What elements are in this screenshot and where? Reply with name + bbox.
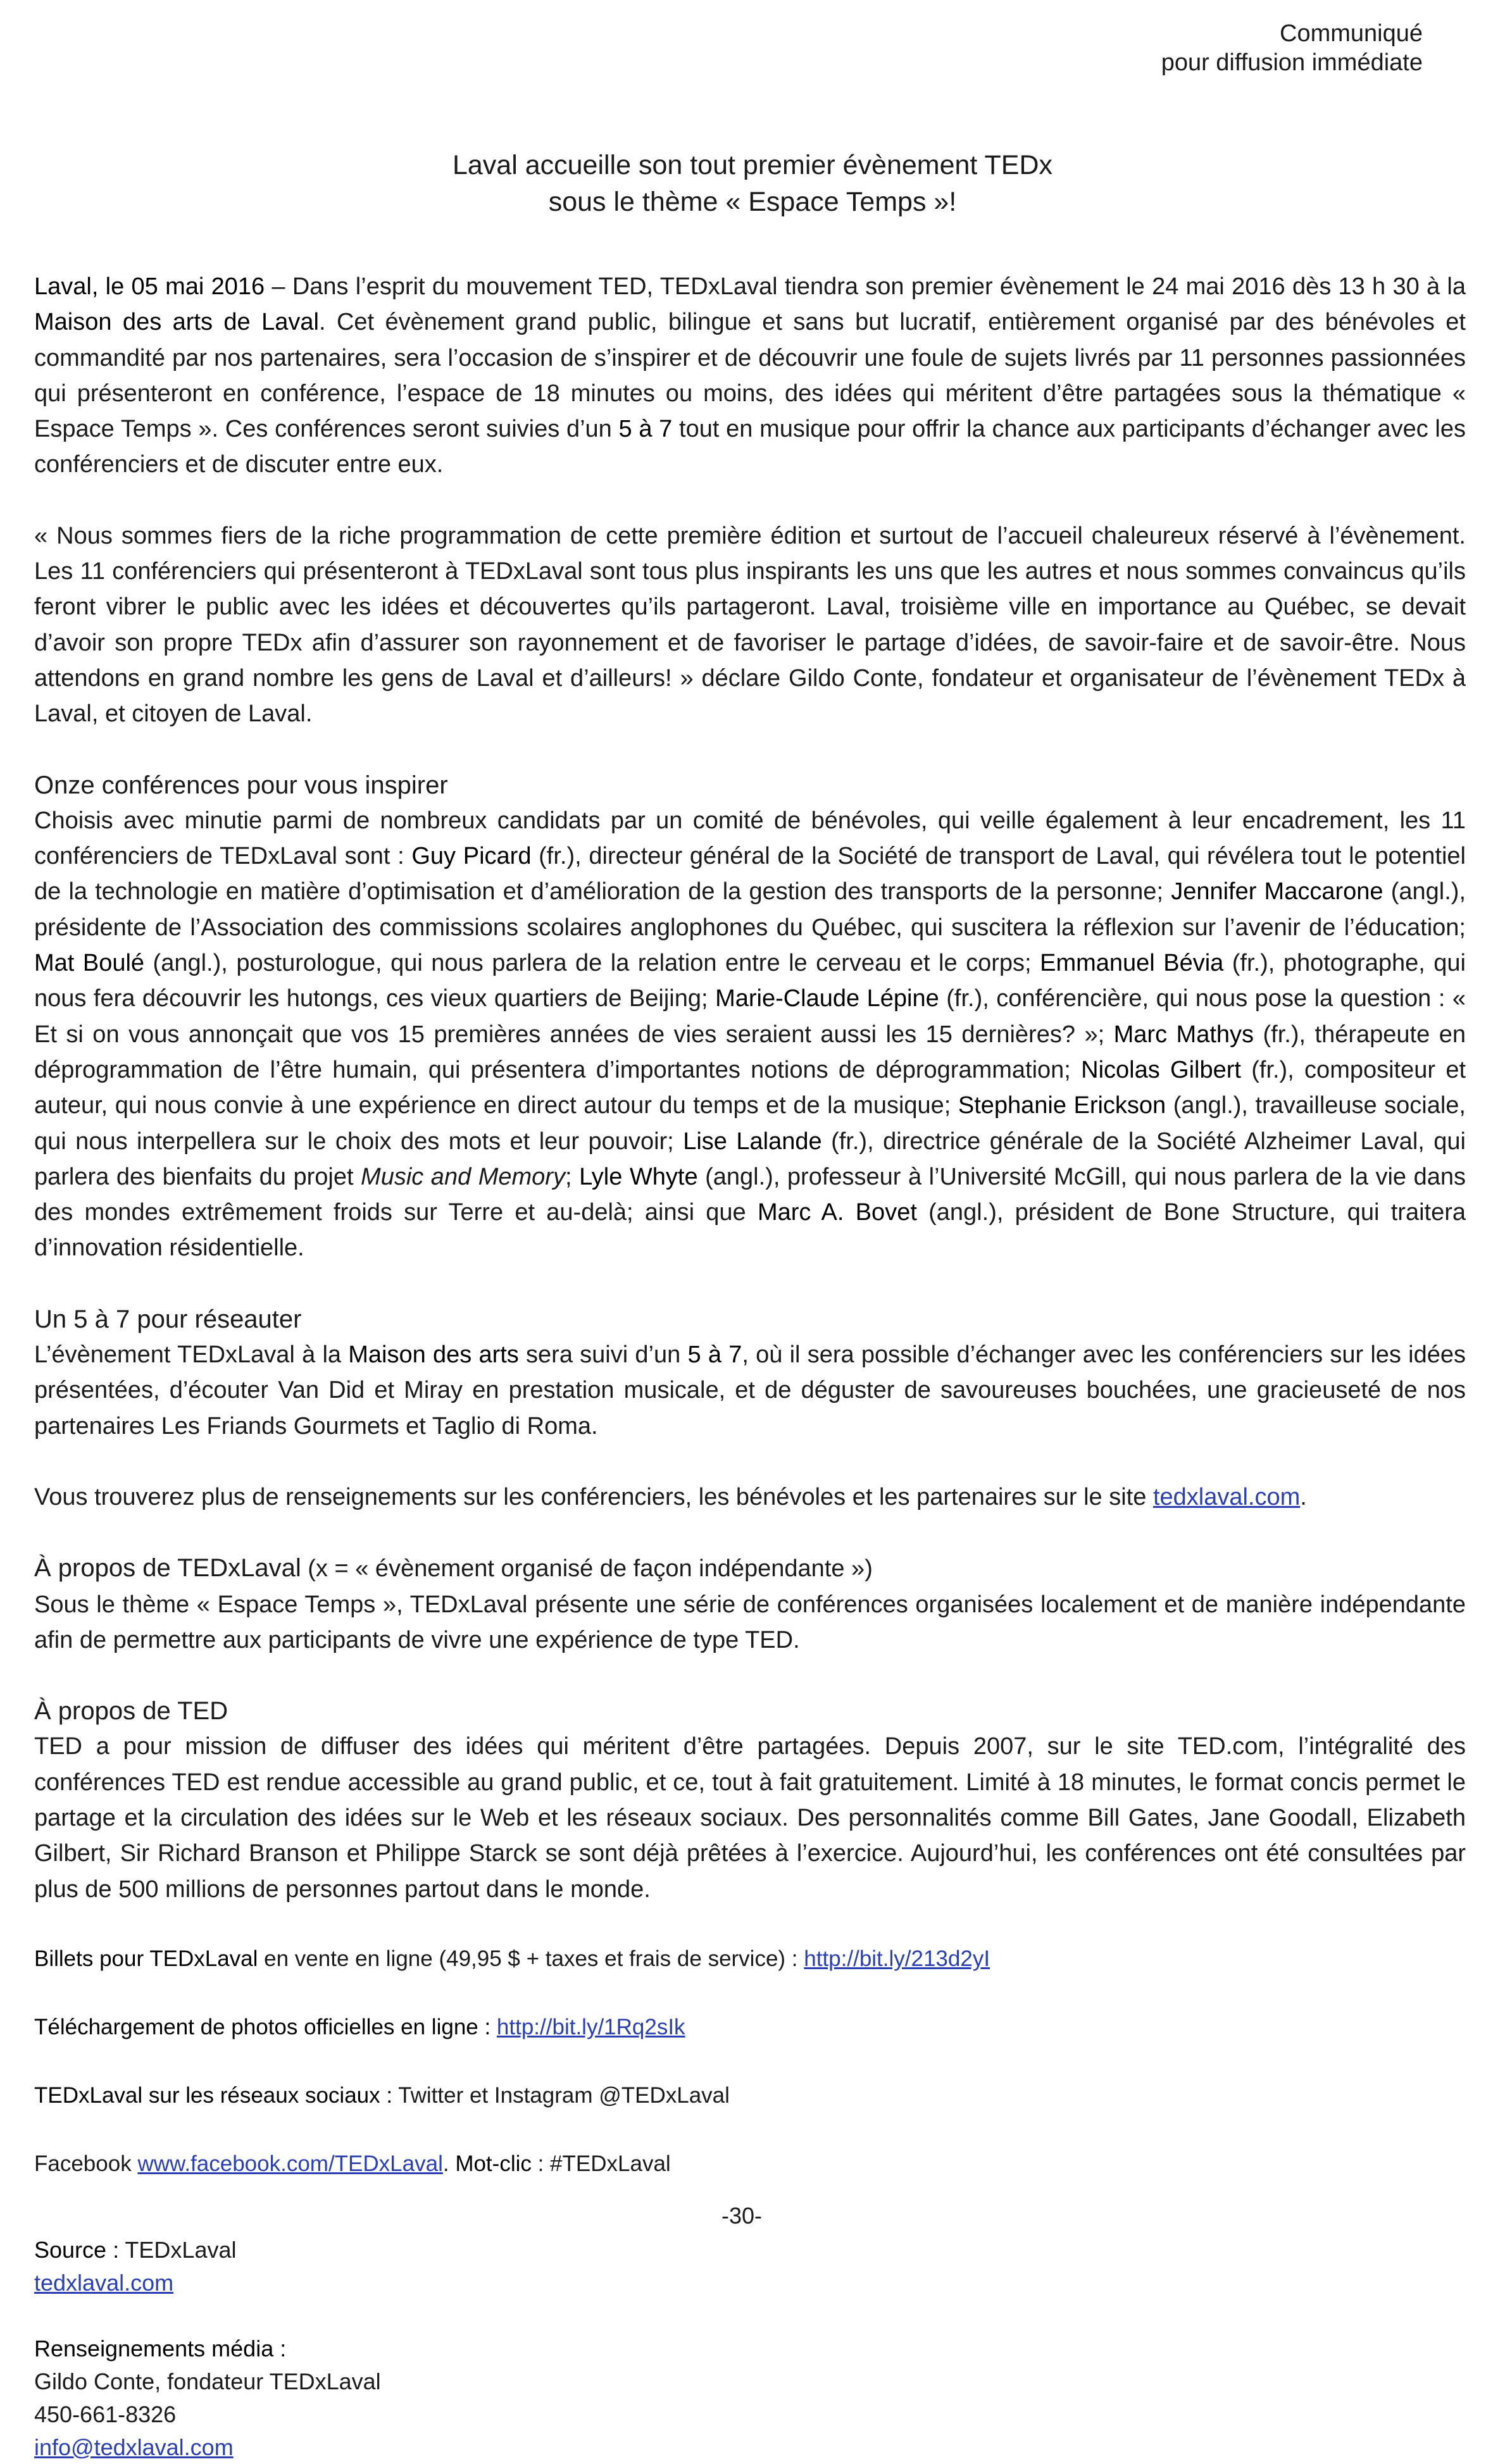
speaker-description: (fr.), photographe, qui nous fera découvrir les hutongs, ces vieux quartiers de Beijing; <box>34 950 1466 1012</box>
about-tedx-note: (x = « évènement organisé de façon indépendante ») <box>301 1555 873 1583</box>
more-info-paragraph <box>34 1479 1466 1515</box>
project-title: Music and Memory <box>361 1163 565 1190</box>
hashtag-text: : #TEDxLaval <box>531 2151 671 2176</box>
networking-paragraph <box>34 1337 1466 1444</box>
speaker-description: (angl.), posturologue, qui nous parlera de la relation entre le cerveau et le corps; <box>144 950 1040 977</box>
speaker-name: Lyle Whyte <box>579 1163 698 1190</box>
speakers-lead: Choisis avec minutie parmi de nombreux candidats par un comité de bénévoles, qui veille également à leur encadrement, les 11 conférenciers de TEDxLaval sont : <box>34 807 1466 870</box>
networking-section <box>34 1302 1466 1444</box>
social-accounts: Twitter et Instagram @TEDxLaval <box>398 2082 730 2108</box>
photos-block <box>34 2011 1466 2044</box>
tickets-line <box>34 1943 1466 1976</box>
speaker-name: Emmanuel Bévia <box>1040 950 1224 977</box>
intro-venue: Maison des arts de Laval <box>34 309 319 336</box>
speaker-description: ; <box>565 1163 580 1190</box>
about-ted-heading: À propos de TED <box>34 1697 228 1726</box>
source-link[interactable]: tedxlaval.com <box>34 2270 174 2296</box>
intro-text-2: . Cet évènement grand public, bilingue et sans but lucratif, entièrement organisé par des bénévoles et commandité par nos partenaires, sera l’occasion de s’inspirer et de découvrir une foule de sujets livrés par 11 personnes passionnées qui présenteront en conférence, l’espace de 18 minutes ou moins, des idées qui méritent d’être partagées sous la thématique « Espace Temps ». Ces conférences seront suivies d’un <box>34 309 1466 443</box>
media-contact-name: Gildo Conte, fondateur TEDxLaval <box>34 2368 381 2394</box>
speaker-name: Nicolas Gilbert <box>1081 1056 1241 1083</box>
source-link-line <box>34 2267 381 2299</box>
networking-heading: Un 5 à 7 pour réseauter <box>34 1305 302 1333</box>
social-line-2 <box>34 2148 1466 2181</box>
tickets-link[interactable]: http://bit.ly/213d2yI <box>804 1946 990 1971</box>
facebook-label: Facebook <box>34 2151 138 2176</box>
intro-text-3: tout en musique pour offrir la chance aux participants d’échanger avec les conférenciers et de discuter entre eux. <box>34 416 1466 478</box>
speaker-name: Stephanie Erickson <box>958 1092 1166 1119</box>
headline-line-1: Laval accueille son tout premier évènement TEDx <box>452 150 1053 180</box>
networking-text-3: , où il sera possible d’échanger avec les conférenciers sur les idées présentées, d’écouter Van Did et Miray en prestation musicale, et de déguster de savoureuses bouchées, une gracieuseté de nos partenaires Les Friands Gourmets et Taglio di Roma. <box>34 1341 1466 1440</box>
media-label: Renseignements média : <box>34 2336 287 2361</box>
networking-text-2: sera suivi d’un <box>518 1341 688 1369</box>
about-ted-text: TED a pour mission de diffuser des idées qui méritent d’être partagées. Depuis 2007, sur le site TED.com, l’intégralité des conférences TED est rendue accessible au grand public, et ce, tout à fait gratuitement. Limité à 18 minutes, le format concis permet le partage et la circulation des idées sur le Web et les réseaux sociaux. Des personnalités comme Bill Gates, Jane Goodall, Elizabeth Gilbert, Sir Richard Branson et Philippe Starck se sont déjà prêtées à l’exercice. Aujourd’hui, les conférences ont été consultées par plus de 500 millions de personnes partout dans le monde. <box>34 1733 1466 1903</box>
speaker-description: (fr.), compositeur et auteur, qui nous convie à une expérience en direct autour du temps et de la musique; <box>34 1056 1466 1119</box>
facebook-link[interactable]: www.facebook.com/TEDxLaval <box>137 2151 443 2176</box>
speaker-description: (angl.), présidente de l’Association des commissions scolaires anglophones du Québec, qui suscitera la réflexion sur l’avenir de l’éducation; <box>34 878 1466 941</box>
contact-footer <box>34 2234 381 2464</box>
about-tedx-heading <box>34 1550 1466 1586</box>
media-email-link[interactable]: info@tedxlaval.com <box>34 2434 234 2460</box>
speaker-description: (angl.), professeur à l’Université McGill, qui nous parlera de la vie dans des mondes extrêmement froids sur Terre et au-delà; ainsi que <box>34 1163 1466 1226</box>
speakers-paragraph <box>34 803 1466 1266</box>
release-type: Communiqué <box>1280 20 1423 47</box>
photos-link[interactable]: http://bit.ly/1Rq2sIk <box>496 2014 685 2039</box>
source-label: Source : <box>34 2237 125 2263</box>
headline-line-2: sous le thème « Espace Temps »! <box>548 187 957 217</box>
media-phone: 450-661-8326 <box>34 2401 177 2427</box>
speaker-name: Mat Boulé <box>34 950 145 977</box>
photos-label: Téléchargement de photos officielles en ligne : <box>34 2014 497 2039</box>
dateline: Laval, le 05 mai 2016 <box>34 273 265 300</box>
speaker-name: Guy Picard <box>411 843 532 870</box>
tickets-text: en vente en ligne (49,95 $ + taxes et frais de service) : <box>258 1946 804 1971</box>
end-marker: -30- <box>721 2203 763 2229</box>
release-header <box>1161 19 1423 77</box>
intro-paragraph <box>34 269 1466 483</box>
speaker-description: (angl.), travailleuse sociale, qui nous interpellera sur le choix des mots et leur pouvoir; <box>34 1092 1466 1155</box>
speaker-name: Marc A. Bovet <box>757 1199 917 1226</box>
speaker-description: (fr.), thérapeute en déprogrammation de l’être humain, qui présentera d’importantes notions de déprogrammation; <box>34 1021 1466 1083</box>
social-separator: . <box>442 2151 456 2176</box>
speaker-description: (fr.), conférencière, qui nous pose la question : « Et si on vous annonçait que vos 15 premières années de vies seraient aussi les 15 dernières? »; <box>34 985 1466 1048</box>
more-info-text: Vous trouverez plus de renseignements sur les conférenciers, les bénévoles et les partenaires sur le site <box>34 1483 1153 1510</box>
intro-text-1: – Dans l’esprit du mouvement TED, TEDxLaval tiendra son premier évènement le 24 mai 2016 dès 13 h 30 à la <box>265 273 1466 300</box>
headline <box>0 147 1505 220</box>
more-info-end: . <box>1300 1483 1307 1510</box>
footer-spacer <box>34 2299 381 2332</box>
tickets-block <box>34 1943 1466 1976</box>
social-label: TEDxLaval sur les réseaux sociaux : <box>34 2082 399 2108</box>
networking-event: 5 à 7 <box>687 1341 742 1369</box>
about-ted-section <box>34 1693 1466 1907</box>
speakers-section <box>34 768 1466 1266</box>
speaker-name: Marc Mathys <box>1113 1021 1254 1048</box>
speaker-name: Jennifer Maccarone <box>1171 878 1383 905</box>
networking-text-1: L’évènement TEDxLaval à la <box>34 1341 349 1369</box>
speaker-description: (fr.), directrice générale de la Société Alzheimer Laval, qui parlera des bienfaits du projet <box>34 1128 1466 1190</box>
quote-paragraph: « Nous sommes fiers de la riche programmation de cette première édition et surtout de l’accueil chaleureux réservé à l’évènement. Les 11 conférenciers qui présenteront à TEDxLaval sont tous plus inspirants les uns que les autres et nous sommes convaincus qu’ils feront vibrer le public avec les idées et découvertes qu’ils partageront. Laval, troisième ville en importance au Québec, se devait d’avoir son propre TEDx afin d’assurer son rayonnement et de favoriser le partage d’idées, de savoir-faire et de savoir-être. Nous attendons en grand nombre les gens de Laval et d’ailleurs! » déclare Gildo Conte, fondateur et organisateur de l’évènement TEDx à Laval, et citoyen de Laval. <box>34 522 1466 728</box>
photos-line <box>34 2011 1466 2044</box>
speaker-name: Marie-Claude Lépine <box>715 985 939 1012</box>
about-tedx-text: Sous le thème « Espace Temps », TEDxLaval présente une série de conférences organisées localement et de manière indépendante afin de permettre aux participants de vivre une expérience de type TED. <box>34 1591 1466 1653</box>
speaker-description: (fr.), directeur général de la Société de transport de Laval, qui révélera tout le potentiel de la technologie en matière d’optimisation et d’amélioration de la gestion des transports de la personne; <box>34 843 1466 905</box>
hashtag-label: Mot-clic <box>455 2151 532 2176</box>
speakers-heading: Onze conférences pour vous inspirer <box>34 771 448 799</box>
media-email-line <box>34 2431 381 2464</box>
source-value: TEDxLaval <box>125 2237 237 2263</box>
tickets-label: Billets pour TEDxLaval <box>34 1946 258 1971</box>
release-timing: pour diffusion immédiate <box>1161 49 1423 76</box>
website-link[interactable]: tedxlaval.com <box>1152 1483 1301 1510</box>
networking-venue: Maison des arts <box>348 1341 519 1369</box>
source-line <box>34 2234 381 2267</box>
release-body <box>34 269 1466 2216</box>
about-tedx-title: À propos de TEDxLaval <box>34 1554 301 1583</box>
social-line-1 <box>34 2079 1466 2112</box>
intro-event: 5 à 7 <box>618 416 673 443</box>
about-tedx-section <box>34 1550 1466 1658</box>
social-block <box>34 2079 1466 2181</box>
speaker-name: Lise Lalande <box>683 1128 822 1155</box>
speaker-description: (angl.), président de Bone Structure, qui traitera d’innovation résidentielle. <box>34 1199 1466 1262</box>
